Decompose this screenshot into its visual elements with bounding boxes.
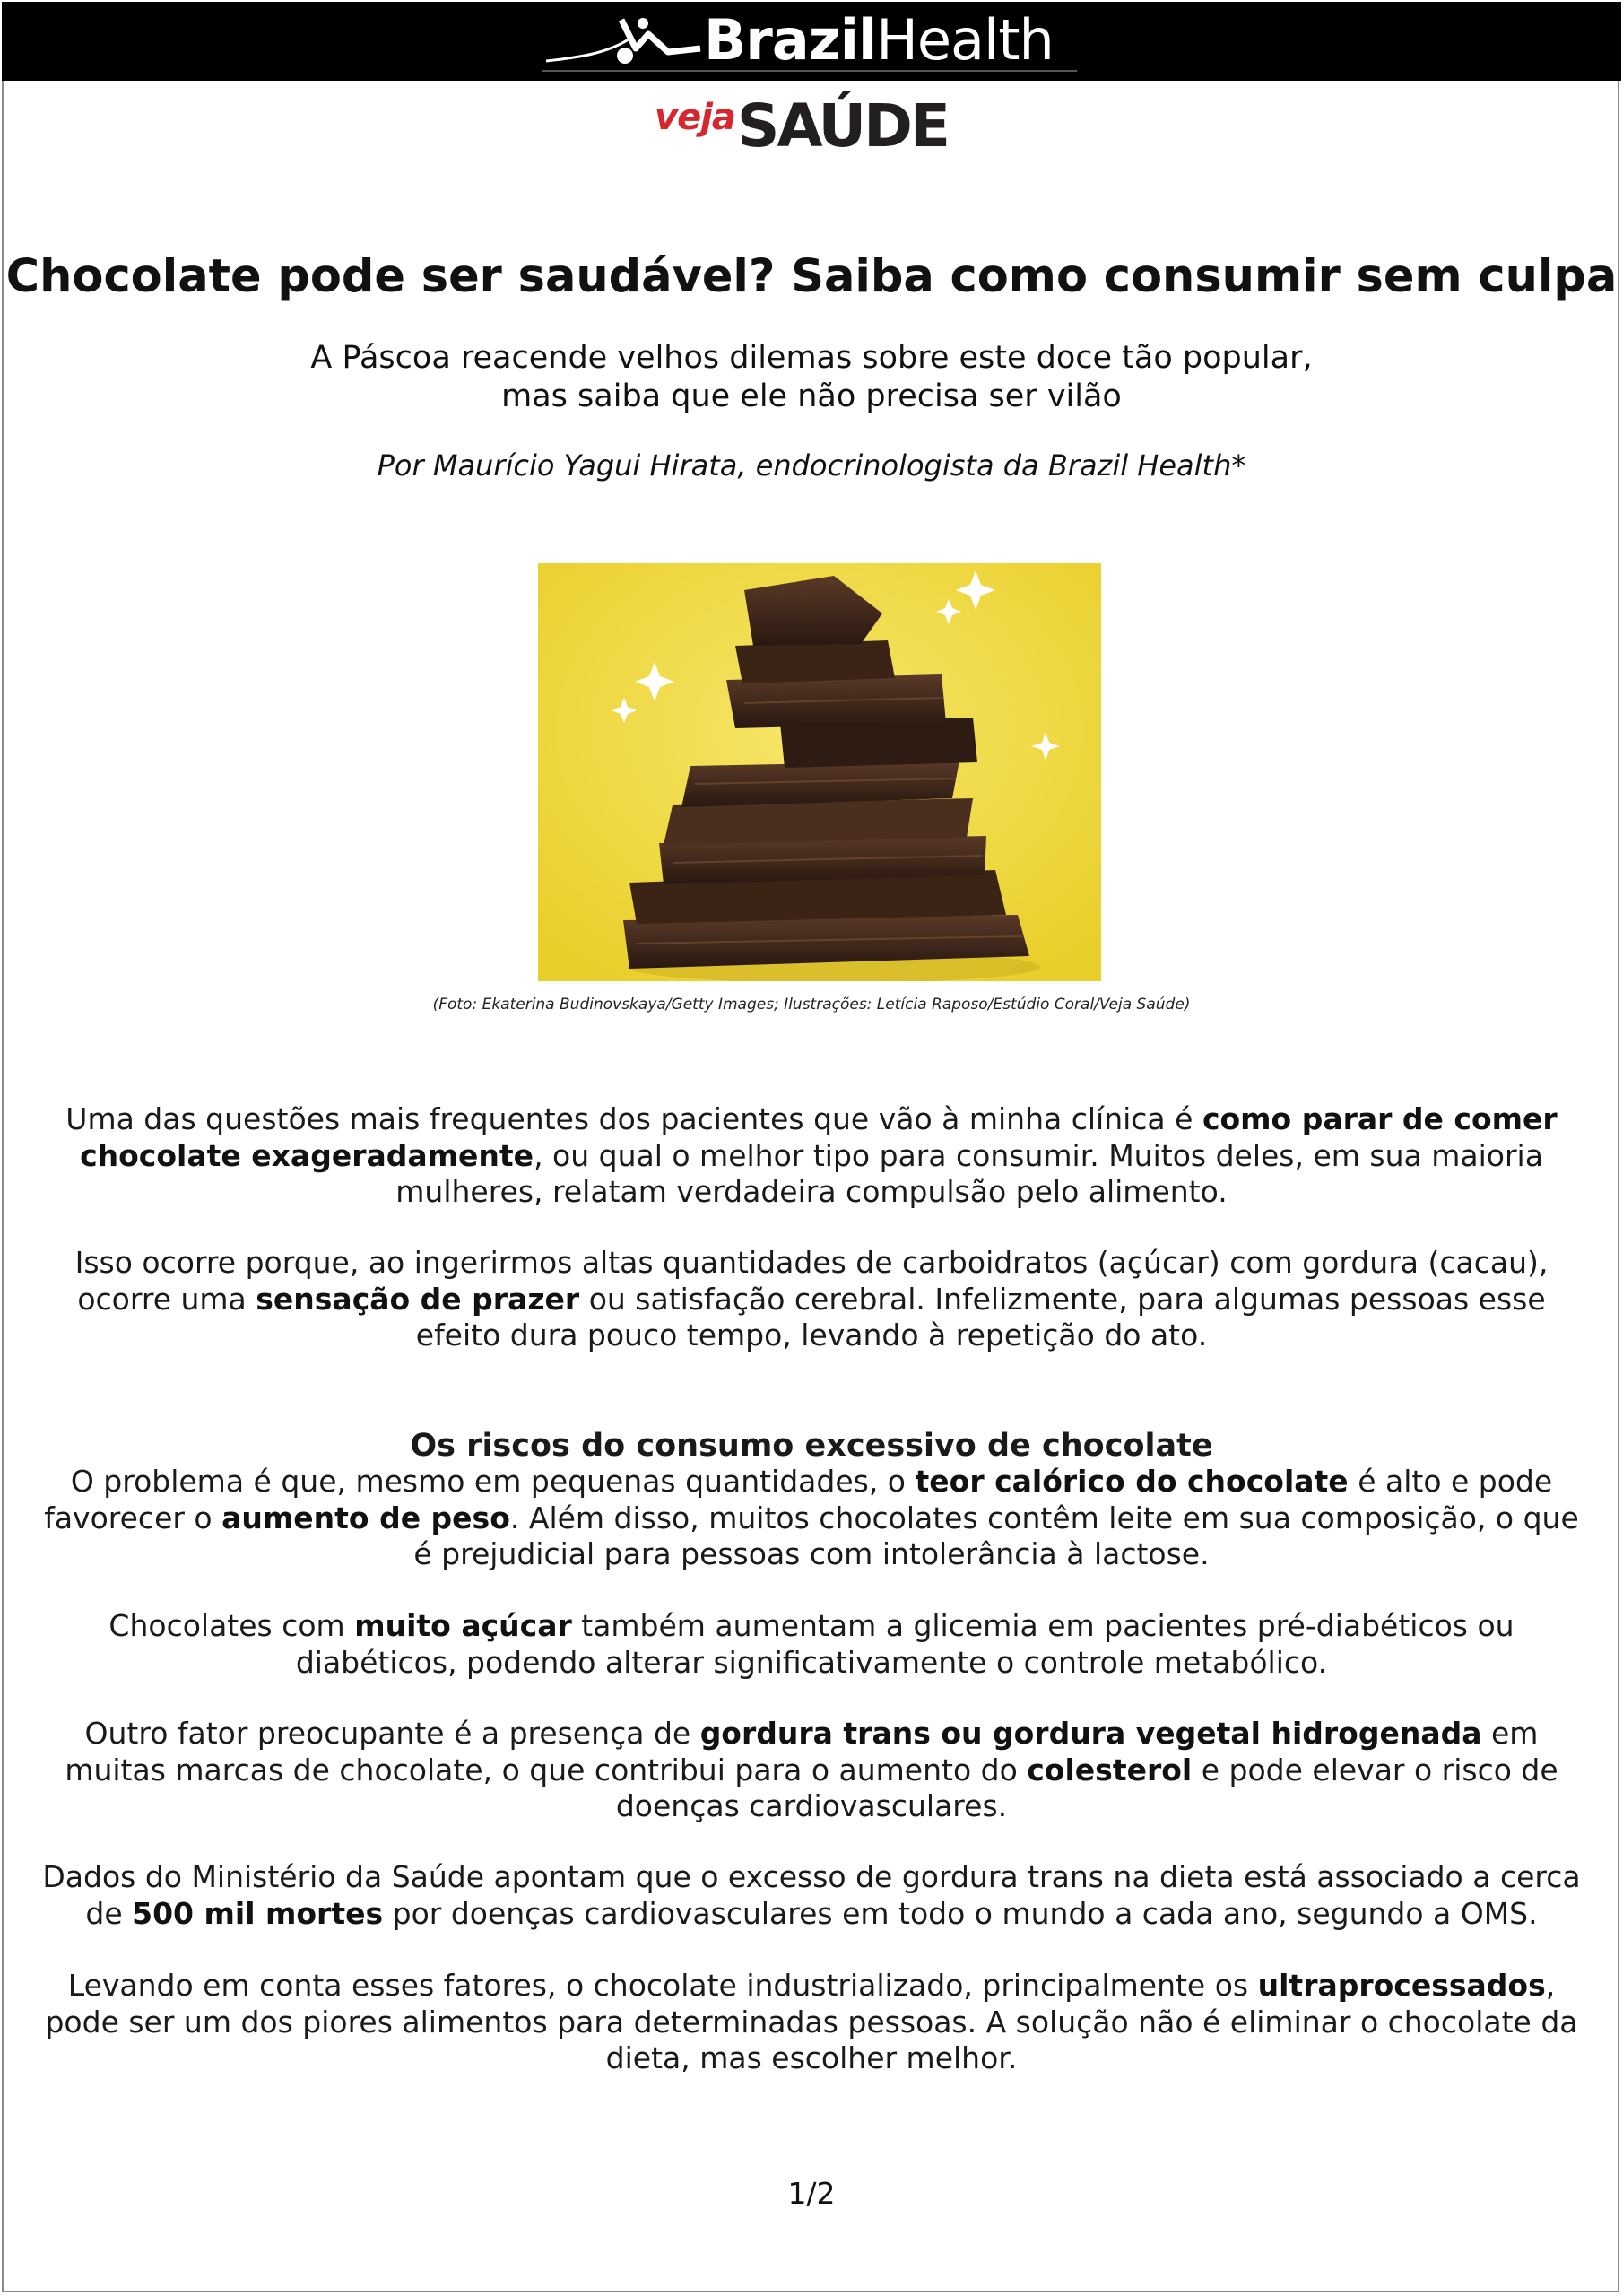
bold-emphasis: teor calórico do chocolate (915, 1464, 1349, 1499)
paragraph-3 (36, 1464, 1587, 1573)
text-run: é alto e pode favorecer o (44, 1464, 1553, 1535)
paragraph-7 (36, 1968, 1587, 2077)
text-run: ou satisfação cerebral. Infelizmente, para algumas pessoas esse efeito dura pouco tempo, levando à repetição do ato. (415, 1281, 1546, 1352)
paragraph-1 (36, 1101, 1587, 1211)
paragraph-4 (36, 1608, 1587, 1681)
text-run: também aumentam a glicemia em pacientes pré-diabéticos ou diabéticos, podendo alterar significativamente o controle metabólico. (295, 1608, 1515, 1680)
brazil-health-mark-icon (542, 11, 704, 70)
saude-wordmark: SAÚDE (736, 91, 948, 161)
bold-emphasis: colesterol (1027, 1752, 1193, 1787)
text-run: Isso ocorre porque, ao ingerirmos altas quantidades de carboidratos (açúcar) com gordura (cacau), ocorre uma (74, 1245, 1549, 1317)
photo-caption: (Foto: Ekaterina Budinovskaya/Getty Images; Ilustrações: Letícia Raposo/Estúdio Coral/Veja Saúde) (432, 996, 1191, 1013)
bold-emphasis: ultraprocessados (1257, 1968, 1546, 2003)
chocolate-photo (538, 563, 1101, 981)
text-run: . Além disso, muitos chocolates contêm leite em sua composição, o que é prejudicial para pessoas com intolerância à lactose. (413, 1500, 1579, 1571)
chocolate-stack-illustration (538, 563, 1101, 981)
text-run: Chocolates com (108, 1608, 355, 1643)
text-run: e pode elevar o risco de doenças cardiovasculares. (615, 1752, 1558, 1823)
section-heading: Os riscos do consumo excessivo de chocolate (410, 1428, 1213, 1464)
subtitle-line-2: mas saiba que ele não precisa ser vilão (501, 378, 1122, 414)
article-title: Chocolate pode ser saudável? Saiba como consumir sem culpa (5, 250, 1618, 303)
page-number: 1/2 (787, 2176, 836, 2211)
text-run: Dados do Ministério da Saúde apontam que o excesso de gordura trans na dieta está associado a cerca de (42, 1859, 1581, 1931)
bold-emphasis: gordura trans ou gordura vegetal hidrogenada (699, 1716, 1482, 1751)
article-byline: Por Maurício Yagui Hirata, endocrinologista da Brazil Health* (377, 448, 1246, 483)
bold-emphasis: como parar de comer chocolate exageradamente (80, 1101, 1558, 1173)
veja-wordmark: veja (655, 97, 735, 138)
paragraph-2 (36, 1245, 1587, 1354)
text-run: em muitas marcas de chocolate, o que contribui para o aumento do (65, 1716, 1539, 1787)
bold-emphasis: aumento de peso (221, 1500, 510, 1535)
paragraph-5 (36, 1716, 1587, 1825)
brazil-health-logo (542, 7, 1077, 73)
subtitle-line-1: A Páscoa reacende velhos dilemas sobre este doce tão popular, (310, 340, 1313, 376)
bold-emphasis: muito açúcar (354, 1608, 572, 1643)
bold-emphasis: 500 mil mortes (132, 1895, 384, 1931)
text-run: O problema é que, mesmo em pequenas quantidades, o (70, 1464, 916, 1499)
text-run: por doenças cardiovasculares em todo o mundo a cada ano, segundo a OMS. (383, 1895, 1538, 1931)
text-run: Uma das questões mais frequentes dos pacientes que vão à minha clínica é (65, 1101, 1202, 1136)
brand-header-bar (2, 2, 1621, 81)
article-subtitle (0, 339, 1623, 416)
text-run: , ou qual o melhor tipo para consumir. Muitos deles, em sua maioria mulheres, relatam verdadeira compulsão pelo alimento. (395, 1137, 1543, 1209)
bold-emphasis: sensação de prazer (256, 1281, 580, 1317)
text-run: , pode ser um dos piores alimentos para determinadas pessoas. A solução não é eliminar o chocolate da dieta, mas escolher melhor. (45, 1968, 1578, 2075)
text-run: Outro fator preocupante é a presença de (84, 1716, 700, 1751)
veja-saude-logo (655, 90, 948, 161)
text-run: Levando em conta esses fatores, o chocolate industrializado, principalmente os (67, 1968, 1258, 2003)
brazil-health-wordmark: BrazilHealth (704, 7, 1054, 73)
paragraph-6 (36, 1859, 1587, 1932)
